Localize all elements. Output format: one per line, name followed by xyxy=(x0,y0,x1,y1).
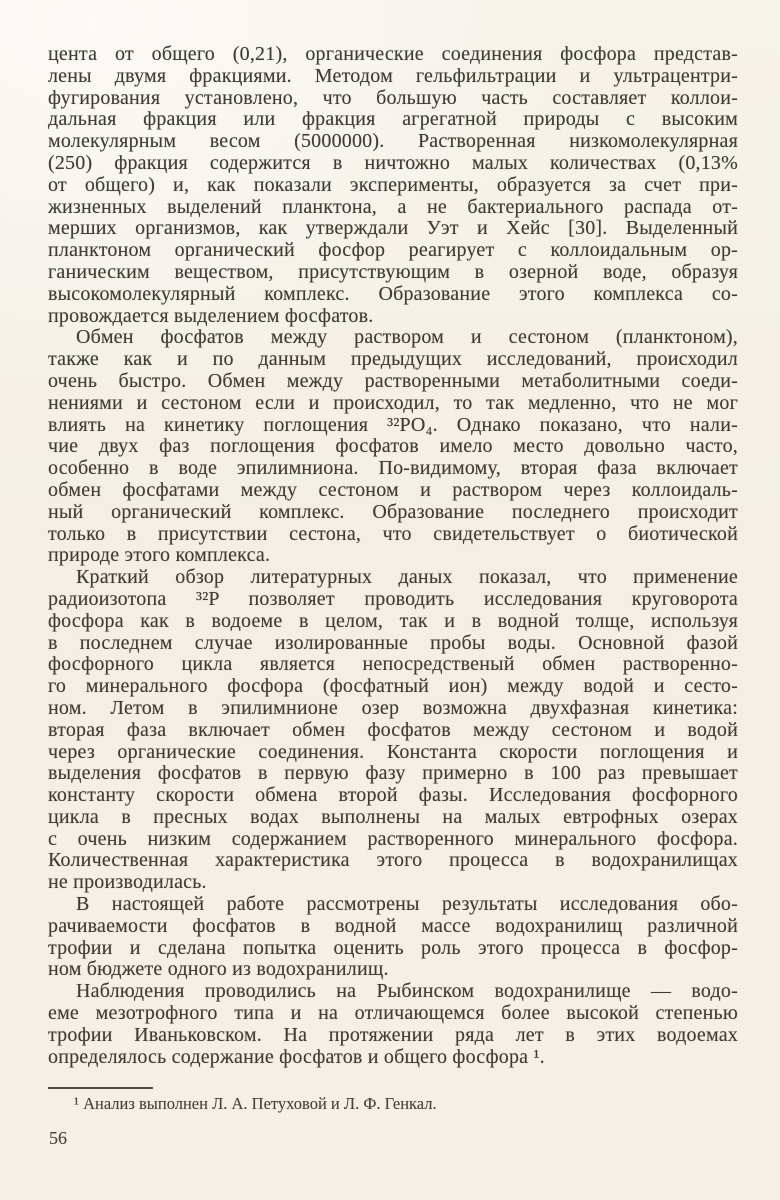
text-line: вторая фаза включает обмен фосфатов между сестоном и водой xyxy=(48,718,738,741)
text-line: ный органический комплекс. Образование последнего происходит xyxy=(48,500,738,523)
text-line: ном бюджете одного из водохранилищ. xyxy=(48,958,389,981)
text-line: с очень низким содержанием растворенного минерального фосфора. xyxy=(48,827,738,850)
text-line: Количественная характеристика этого процесса в водохранилищах xyxy=(48,849,738,872)
text-line: цента от общего (0,21), органические соединения фосфора представ- xyxy=(48,43,738,65)
text-line: В настоящей работе рассмотрены результаты исследования обо- xyxy=(76,893,738,916)
text-line: радиоизотопа ³²P позволяет проводить исследования круговорота xyxy=(48,587,738,610)
text-line: Краткий обзор литературных даных показал, что применение xyxy=(76,566,738,589)
text-line: мерших организмов, как утверждали Уэт и Хейс [30]. Выделенный xyxy=(48,217,738,240)
text-line: также как и по данным предыдущих исследований, происходил xyxy=(48,348,738,371)
text-line: жизненных выделений планктона, а не бактериального распада от- xyxy=(48,195,738,218)
paragraph xyxy=(48,567,738,894)
text-line: влиять на кинетику поглощения ³²PO₄. Однако показано, что нали- xyxy=(48,413,738,436)
text-line: в последнем случае изолированные пробы воды. Основной фазой xyxy=(48,631,738,654)
text-line: еме мезотрофного типа и на отличающемся более высокой степенью xyxy=(48,1002,738,1025)
text-line: трофии и сделана попытка оценить роль этого процесса в фосфор- xyxy=(48,936,738,959)
text-line: провождается выделением фосфатов. xyxy=(48,304,374,327)
text-line: рачиваемости фосфатов в водной массе водохранилищ различной xyxy=(48,914,738,937)
text-line: ганическим веществом, присутствующим в озерной воде, образуя xyxy=(48,260,738,283)
paragraph xyxy=(48,894,738,981)
text-line: Обмен фосфатов между раствором и сестоном (планктоном), xyxy=(76,326,738,349)
text-line: обмен фосфатами между сестоном и раствором через коллоидаль- xyxy=(48,478,738,501)
text-line: трофии Иваньковском. На протяжении ряда лет в этих водоемах xyxy=(48,1023,738,1046)
text-line: только в присутствии сестона, что свидетельствует о биотической xyxy=(48,522,738,545)
text-line: чие двух фаз поглощения фосфатов имело место довольно часто, xyxy=(48,435,738,458)
paragraph xyxy=(48,327,738,567)
page-text-block xyxy=(48,44,738,1068)
text-line: дальная фракция или фракция агрегатной природы с высоким xyxy=(48,108,738,131)
footnote-text: ¹ Анализ выполнен Л. А. Петуховой и Л. Ф. Генкал. xyxy=(74,1094,437,1113)
text-line: фугирования установлено, что большую часть составляет коллои- xyxy=(48,86,738,109)
text-line: выделения фосфатов в первую фазу примерно в 100 раз превышает xyxy=(48,762,738,785)
text-line: фосфорного цикла является непосредственый обмен растворенно- xyxy=(48,653,738,676)
text-line: го минерального фосфора (фосфатный ион) между водой и сесто- xyxy=(48,675,738,698)
text-line: нениями и сестоном если и происходил, то так медленно, что не мог xyxy=(48,391,738,414)
text-line: (250) фракция содержится в ничтожно малых количествах (0,13% xyxy=(48,151,738,174)
paragraph xyxy=(48,981,738,1068)
paragraph xyxy=(48,44,738,327)
text-line: планктоном органический фосфор реагирует с коллоидальным ор- xyxy=(48,239,738,262)
text-line: через органические соединения. Константа скорости поглощения и xyxy=(48,740,738,763)
text-line: природе этого комплекса. xyxy=(48,544,271,567)
footnote-divider xyxy=(48,1087,153,1089)
text-line: особенно в воде эпилимниона. По-видимому, вторая фаза включает xyxy=(48,457,738,480)
text-line: ном. Летом в эпилимнионе озер возможна двухфазная кинетика: xyxy=(48,696,738,719)
text-line: лены двумя фракциями. Методом гельфильтрации и ультрацентри- xyxy=(48,64,738,87)
text-line: молекулярным весом (5000000). Растворенная низкомолекулярная xyxy=(48,130,738,153)
text-line: Наблюдения проводились на Рыбинском водохранилище — водо- xyxy=(76,980,738,1003)
text-line: цикла в пресных водах выполнены на малых евтрофных озерах xyxy=(48,805,738,828)
text-line: высокомолекулярный комплекс. Образование этого комплекса со- xyxy=(48,282,738,305)
text-line: не производилась. xyxy=(48,871,207,894)
text-line: очень быстро. Обмен между растворенными метаболитными соеди- xyxy=(48,369,738,392)
text-line: определялось содержание фосфатов и общего фосфора ¹. xyxy=(48,1045,545,1068)
page-number: 56 xyxy=(49,1128,67,1148)
text-line: фосфора как в водоеме в целом, так и в водной толще, используя xyxy=(48,609,738,632)
text-line: от общего) и, как показали эксперименты, образуется за счет при- xyxy=(48,173,738,196)
text-line: константу скорости обмена второй фазы. Исследования фосфорного xyxy=(48,784,738,807)
